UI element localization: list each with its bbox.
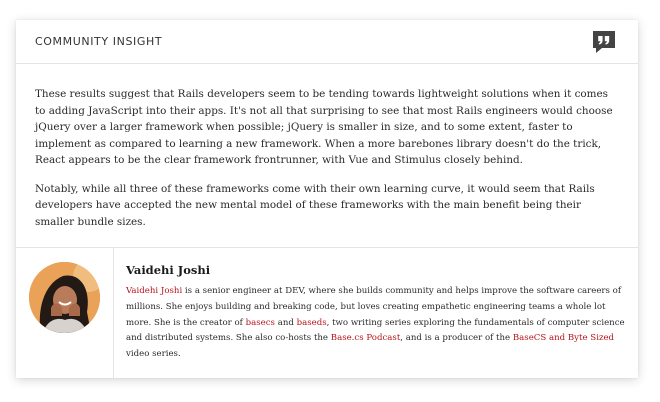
basecs-link[interactable]: basecs [245,317,275,328]
author-bio [126,284,626,363]
avatar-column [16,248,114,378]
insight-paragraph: These results suggest that Rails developers seem to be tending towards lightweight solutions when it comes to adding JavaScript into their apps. It's not all that surprising to see that most Rails engineers would choose jQuery over a larger framework when possible; jQuery is smaller in size, and to some extent, faster to implement as compared to learning a new framework. When a more barebones library doesn't do the trick, React appears to be the clear framework frontrunner, with Vue and Stimulus closely behind. [35,88,613,166]
insight-paragraph: Notably, while all three of these frameworks come with their own learning curve, it would seem that Rails developers have accepted the new mental model of these frameworks with the main benefit being their smaller bundle sizes. [35,182,595,228]
insight-body [16,64,638,230]
bio-text: , two writing series exploring the fundamentals of computer science and distributed systems. She also co-hosts the [126,317,625,344]
bio-text: , and is a producer of the [400,333,513,344]
header-title: COMMUNITY INSIGHT [35,35,163,48]
baseds-link[interactable]: baseds [296,317,327,328]
author-name-link[interactable]: Vaidehi Joshi [126,286,183,296]
bio-text: video series. [126,349,181,360]
bio-text: and [274,317,297,328]
community-insight-card [16,20,638,378]
author-info [126,263,626,363]
quote-speech-bubble-icon [592,30,616,54]
bio-text: is a senior engineer at DEV, where she builds community and helps improve the software careers of millions. She enjoys building and breaking code, but loves creating empathetic engineering teams a whole lot more. She is the creator of [126,286,622,328]
author-section [16,247,638,378]
card-header [16,20,638,64]
author-avatar [29,262,100,333]
basecs-podcast-link[interactable]: Base.cs Podcast [330,333,401,344]
video-series-link[interactable]: BaseCS and Byte Sized [512,333,615,344]
author-name: Vaidehi Joshi [126,263,211,277]
